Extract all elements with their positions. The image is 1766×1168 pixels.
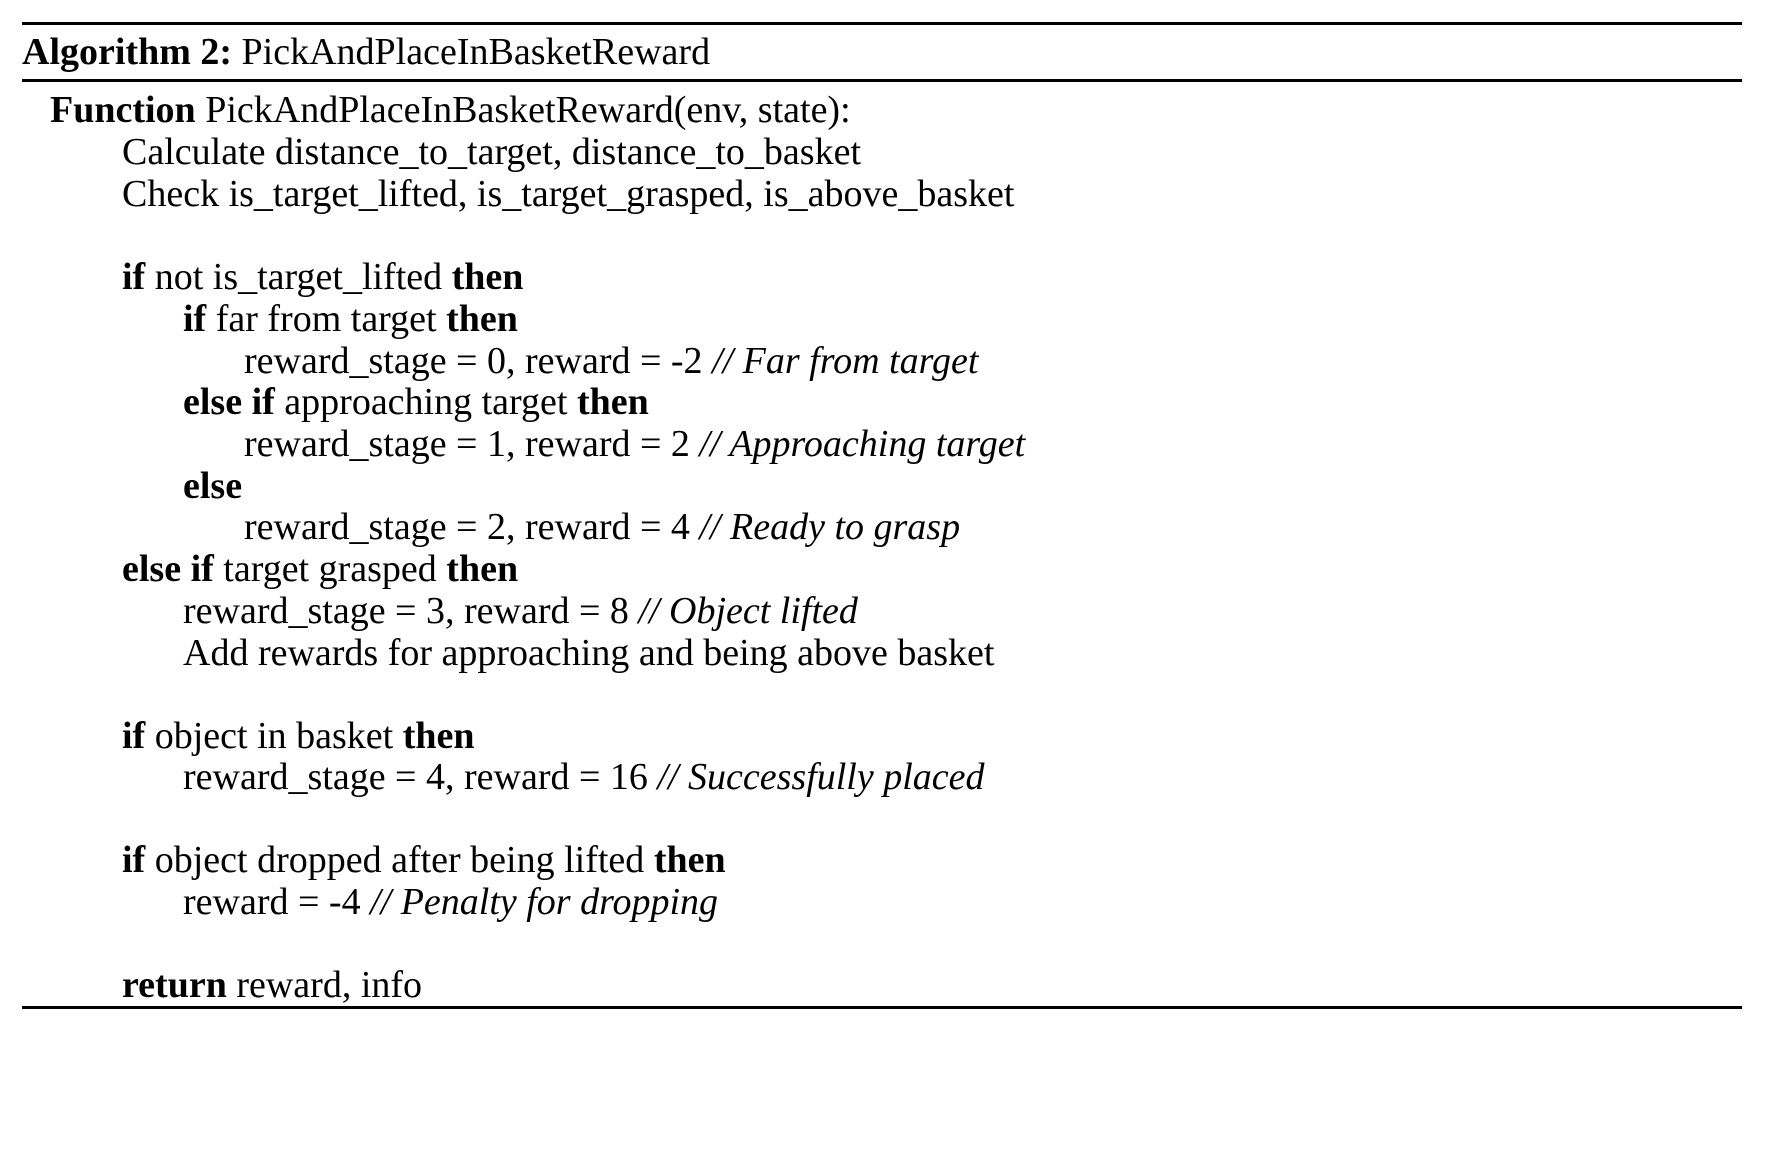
statement: reward_stage = 2, reward = 4 [244, 506, 700, 548]
add-rewards-line: Add rewards for approaching and being above basket [183, 632, 995, 674]
ready-statement-line [244, 504, 960, 550]
bottom-rule [22, 1006, 1742, 1009]
keyword-function: Function [50, 89, 196, 131]
bottom-rule-wrap [22, 1006, 1742, 1009]
algorithm-title: PickAndPlaceInBasketReward [241, 31, 711, 73]
keyword-then: then [446, 298, 518, 340]
function-signature: PickAndPlaceInBasketReward(env, state): [195, 89, 851, 131]
if-not-lifted-line [122, 254, 523, 300]
keyword-if: if [122, 715, 146, 757]
keyword-if: if [183, 298, 207, 340]
drop-statement-line [183, 879, 718, 925]
condition: target grasped [213, 548, 447, 590]
check-line: Check is_target_lifted, is_target_grasped, is_above_basket [122, 173, 1015, 215]
algorithm-body [22, 82, 1742, 1118]
statement: reward_stage = 4, reward = 16 [183, 756, 658, 798]
calc-line: Calculate distance_to_target, distance_to_basket [122, 131, 861, 173]
comment: // Successfully placed [657, 756, 985, 798]
statement: reward = -4 [183, 881, 371, 923]
else-line [183, 463, 242, 509]
else-if-approaching-line [183, 379, 649, 425]
keyword-then: then [446, 548, 519, 590]
comment: // Object lifted [638, 590, 858, 632]
comment: // Penalty for dropping [370, 881, 719, 923]
if-far-line [183, 296, 518, 342]
condition: object in basket [145, 715, 403, 757]
keyword-if: if [122, 256, 146, 298]
condition: object dropped after being lifted [145, 839, 654, 881]
comment: // Approaching target [699, 423, 1026, 465]
statement: reward_stage = 1, reward = 2 [244, 423, 700, 465]
keyword-then: then [653, 839, 726, 881]
if-in-basket-line [122, 713, 475, 759]
far-statement-line [244, 338, 978, 384]
condition: not is_target_lifted [145, 256, 452, 298]
keyword-then: then [451, 256, 524, 298]
placed-statement-line [183, 754, 985, 800]
keyword-then: then [576, 381, 649, 423]
statement: reward_stage = 3, reward = 8 [183, 590, 639, 632]
return-line [122, 962, 422, 1008]
comment: // Far from target [712, 340, 979, 382]
approaching-statement-line [244, 421, 1025, 467]
algorithm-label: Algorithm 2: [22, 31, 233, 73]
return-value: reward, info [226, 964, 423, 1006]
condition: far from target [206, 298, 447, 340]
condition: approaching target [274, 381, 577, 423]
comment: // Ready to grasp [699, 506, 961, 548]
statement: reward_stage = 0, reward = -2 [244, 340, 713, 382]
algorithm-caption [22, 25, 1742, 79]
lifted-statement-line [183, 588, 858, 634]
keyword-else: else [183, 465, 243, 507]
keyword-return: return [122, 964, 227, 1006]
keyword-else-if: else if [122, 548, 214, 590]
keyword-if: if [122, 839, 146, 881]
keyword-else-if: else if [183, 381, 275, 423]
function-line [50, 87, 851, 133]
else-if-grasped-line [122, 546, 518, 592]
keyword-then: then [402, 715, 475, 757]
if-dropped-line [122, 837, 726, 883]
algorithm-block [22, 22, 1742, 1118]
